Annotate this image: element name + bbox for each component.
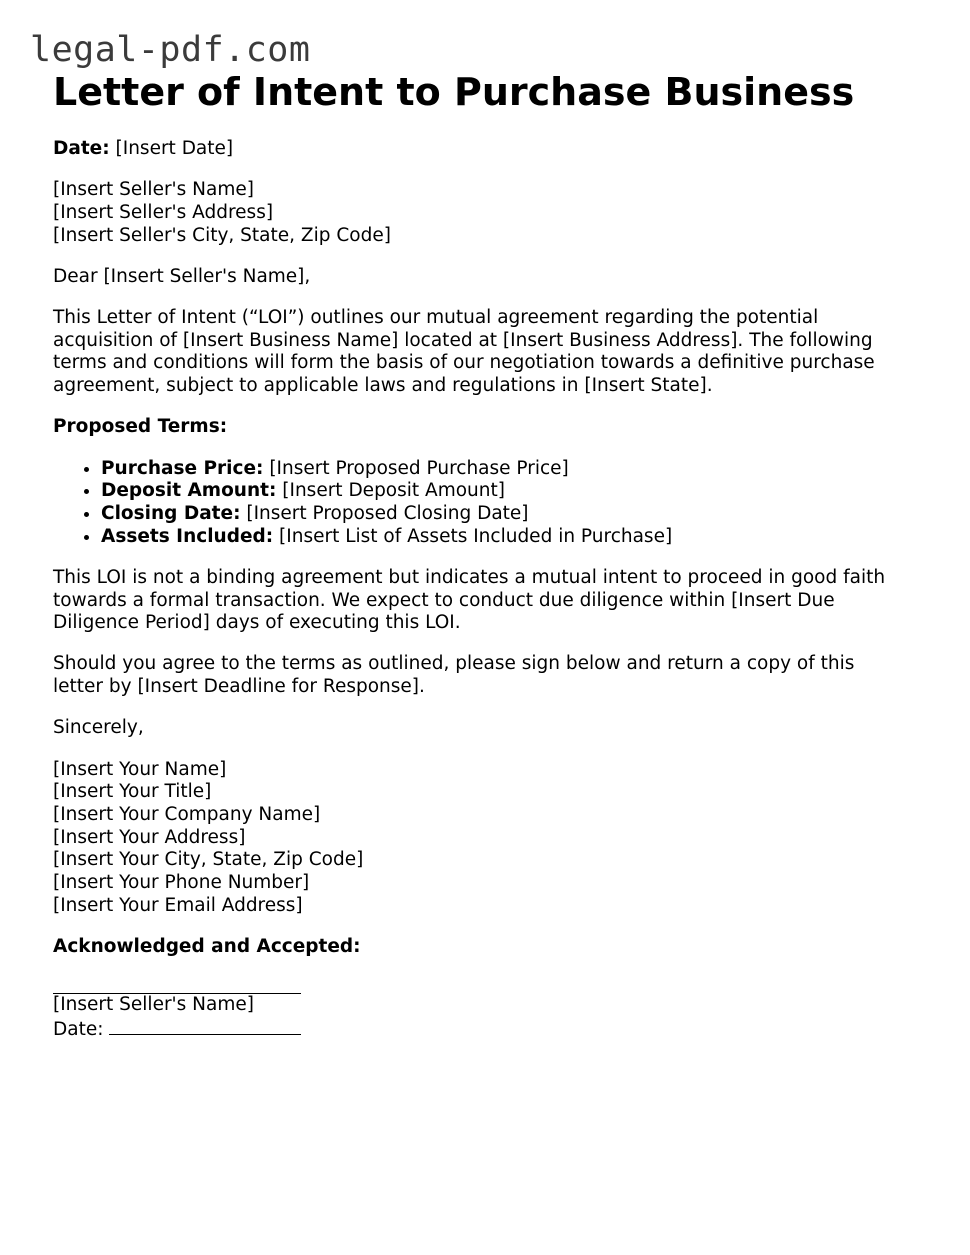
date-label: Date:	[53, 138, 110, 159]
sender-company: [Insert Your Company Name]	[53, 803, 321, 825]
term-item-closing-date	[101, 503, 923, 526]
terms-list	[53, 458, 923, 549]
sender-title: [Insert Your Title]	[53, 781, 212, 803]
term-value: [Insert Deposit Amount]	[282, 480, 505, 502]
sender-city-state-zip: [Insert Your City, State, Zip Code]	[53, 849, 364, 871]
term-label: Closing Date:	[101, 502, 241, 524]
agree-paragraph	[53, 653, 923, 698]
intro-line: agreement, subject to applicable laws and regulations in [Insert State].	[53, 375, 713, 397]
letter-document	[53, 68, 923, 1042]
seller-city-state-zip: [Insert Seller's City, State, Zip Code]	[53, 224, 391, 246]
watermark: legal-pdf.com	[30, 30, 311, 70]
seller-signature-field[interactable]	[53, 973, 301, 994]
salutation: Dear [Insert Seller's Name],	[53, 265, 311, 287]
term-label: Purchase Price:	[101, 457, 264, 479]
seller-address-block	[53, 179, 923, 247]
agree-line: Should you agree to the terms as outlined, please sign below and return a copy of this	[53, 653, 855, 675]
nonbinding-paragraph	[53, 567, 923, 635]
term-item-purchase-price	[101, 458, 923, 481]
signature-date-field[interactable]	[109, 1016, 301, 1035]
seller-signature-block	[53, 973, 923, 1042]
sender-name: [Insert Your Name]	[53, 758, 227, 780]
acknowledged-heading-text: Acknowledged and Accepted:	[53, 935, 361, 957]
term-item-assets-included	[101, 526, 923, 549]
signature-date-label: Date:	[53, 1019, 104, 1041]
nonbinding-line: towards a formal transaction. We expect to conduct due diligence within [Insert Due	[53, 589, 835, 611]
sender-address: [Insert Your Address]	[53, 826, 246, 848]
intro-line: acquisition of [Insert Business Name] located at [Insert Business Address]. The following	[53, 329, 873, 351]
date-value: [Insert Date]	[115, 138, 234, 159]
seller-signature-date-row	[53, 1016, 923, 1042]
proposed-terms-heading	[53, 416, 923, 439]
nonbinding-line: Diligence Period] days of executing this LOI.	[53, 612, 461, 634]
sender-block	[53, 759, 923, 918]
intro-paragraph	[53, 307, 923, 398]
term-value: [Insert Proposed Purchase Price]	[269, 457, 569, 479]
acknowledged-heading	[53, 936, 923, 959]
term-label: Assets Included:	[101, 525, 274, 547]
seller-address: [Insert Seller's Address]	[53, 201, 274, 223]
agree-line: letter by [Insert Deadline for Response].	[53, 676, 425, 698]
sender-email: [Insert Your Email Address]	[53, 894, 303, 916]
nonbinding-line: This LOI is not a binding agreement but indicates a mutual intent to proceed in good faith	[53, 566, 886, 588]
term-value: [Insert List of Assets Included in Purchase]	[279, 525, 673, 547]
term-value: [Insert Proposed Closing Date]	[246, 502, 529, 524]
seller-signature-name: [Insert Seller's Name]	[53, 993, 254, 1015]
closing: Sincerely,	[53, 717, 144, 739]
page-title: Letter of Intent to Purchase Business	[53, 70, 855, 114]
intro-line: terms and conditions will form the basis of our negotiation towards a definitive purchase	[53, 352, 875, 374]
term-item-deposit-amount	[101, 480, 923, 503]
date-line	[53, 138, 923, 161]
term-label: Deposit Amount:	[101, 480, 277, 502]
seller-name: [Insert Seller's Name]	[53, 179, 254, 201]
proposed-terms-heading-text: Proposed Terms:	[53, 416, 228, 438]
intro-line: This Letter of Intent (“LOI”) outlines our mutual agreement regarding the potential	[53, 307, 819, 329]
sender-phone: [Insert Your Phone Number]	[53, 872, 310, 894]
